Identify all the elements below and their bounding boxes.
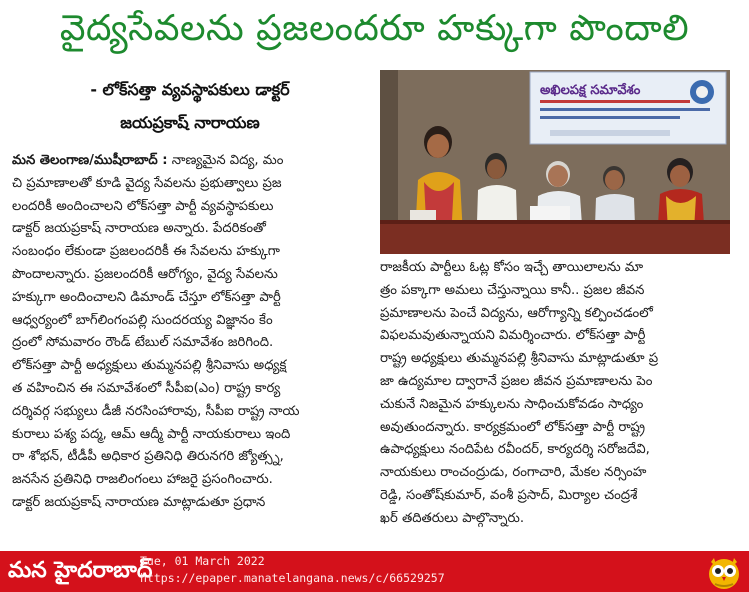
- article-line: ఉపాధ్యక్షులు నందిపేట రవీందర్, కార్యదర్శి సరోజదేవి,: [380, 442, 650, 458]
- article-line: విఫలమవుతున్నాయని విమర్శించారు. లోక్‌సత్తా పార్టీ: [380, 328, 646, 344]
- article-line: రెడ్డి, సంతోష్‌కుమార్, వంశీ ప్రసాద్, మిర్యాల చంద్రశే: [380, 487, 638, 503]
- article-line: రాజకీయ పార్టీలు ఓట్ల కోసం ఇచ్చే తాయిలాలను మా: [380, 260, 644, 275]
- footer-meta: [140, 553, 445, 587]
- article-line: ఆధ్వర్యంలో బాగ్‌లింగంపల్లి సుందరయ్య విజ్ఞానం కేం: [12, 312, 273, 328]
- subheadline-2: జయప్రకాష్ నారాయణ: [120, 113, 260, 132]
- article-line: మన తెలంగాణ/ముషీరాబాద్ : నాణ్యమైన విద్య, మం: [12, 153, 284, 168]
- article-line: దర్శివర్గ సభ్యులు డీజీ నరసింహారావు, సీపీఐ రాష్ట్ర నాయ: [12, 403, 300, 419]
- article-line: రా శోభన్, టీడీపీ అధికార ప్రతినిధి తిరునగరి జ్యోత్స్న,: [12, 449, 284, 465]
- headline: వైద్యసేవలను ప్రజలందరూ హక్కుగా పొందాలి: [59, 8, 690, 49]
- article-column-right: [380, 257, 738, 531]
- article-line: ద్రంలో సోమవారం రౌండ్ టేబుల్ సమావేశం జరిగింది.: [12, 335, 274, 351]
- meeting-photo-illustration: [380, 70, 730, 254]
- brand-logo: మన హైదరాబాద్: [8, 558, 153, 583]
- banner-title: అఖిలపక్ష సమావేశం: [540, 83, 641, 98]
- article-line: త వహించిన ఈ సమావేశంలో సీపీఐ(ఎం) రాష్ట్ర కార్య: [12, 380, 281, 396]
- footer-bar: [0, 551, 749, 592]
- article-line: జనసేన ప్రతినిధి రాజలింగంలు హాజరై ప్రసంగించారు.: [12, 472, 273, 488]
- source-url[interactable]: https://epaper.manatelangana.news/c/66529257: [140, 571, 445, 585]
- article-line: లోక్‌సత్తా పార్టీ అధ్యక్షులు తుమ్మనపల్లి శ్రీనివాసు అధ్యక్ష: [12, 358, 287, 374]
- news-photo: [380, 70, 730, 254]
- article-column-left: [12, 150, 368, 515]
- article-line: ప్రమాణాలను పెంచే విద్యను, ఆరోగ్యాన్ని కల్పించడంలో: [380, 305, 653, 321]
- subheadline-1: - లోక్‌సత్తా వ్యవస్థాపకులు డాక్టర్: [90, 80, 290, 99]
- owl-icon[interactable]: [706, 554, 742, 590]
- article-line: అవుతుందన్నారు. కార్యక్రమంలో లోక్‌సత్తా పార్టీ రాష్ట్ర: [380, 419, 646, 435]
- article-line: డాక్టర్ జయప్రకాష్ నారాయణ మాట్లాడుతూ ప్రధాన: [12, 494, 266, 510]
- article-line: జా ఉద్యమాల ద్వారానే ప్రజల జీవన ప్రమాణాలను పెం: [380, 373, 653, 389]
- article-line: సంబంధం లేకుండా ప్రజలందరికీ ఈ సేవలను హక్కుగా: [12, 244, 280, 260]
- article-line: రాష్ట్ర అధ్యక్షులు తుమ్మనపల్లి శ్రీనివాసు మాట్లాడుతూ ప్ర: [380, 351, 659, 367]
- article-line: నాయకులు రాంచంద్రుడు, రంగాచారి, మేకల నర్సింహ: [380, 465, 647, 481]
- article-line: కురాలు పశ్య పద్మ, ఆమ్ ఆద్మీ పార్టీ నాయకురాలు ఇంది: [12, 426, 291, 442]
- article-line: చుకునే నిజమైన హక్కులను సాధించుకోవడం సాధ్యం: [380, 396, 644, 412]
- article-line: ఖర్ తదితరులు పాల్గొన్నారు.: [380, 510, 525, 526]
- article-line: చి ప్రమాణాలతో కూడి వైద్య సేవలను ప్రభుత్వాలు ప్రజ: [12, 175, 282, 191]
- publication-date: Tue, 01 March 2022: [140, 554, 265, 568]
- article-line: పొందాలన్నారు. ప్రజలందరికీ ఆరోగ్యం, వైద్య సేవలను: [12, 266, 278, 282]
- article-line: లందరికీ అందించాలని లోక్‌సత్తా పార్టీ వ్యవస్థాపకులు: [12, 198, 274, 214]
- article-line: త్రం పక్కాగా అమలు చేస్తున్నాయి కానీ.. ప్రజల జీవన: [380, 282, 645, 298]
- dateline: మన తెలంగాణ/ముషీరాబాద్ :: [12, 153, 168, 168]
- article-line: డాక్టర్ జయప్రకాష్ నారాయణ అన్నారు. పేదరికంతో: [12, 221, 266, 237]
- article-line: హక్కుగా అందించాలని డిమాండ్ చేస్తూ లోక్‌సత్తా పార్టీ: [12, 289, 281, 305]
